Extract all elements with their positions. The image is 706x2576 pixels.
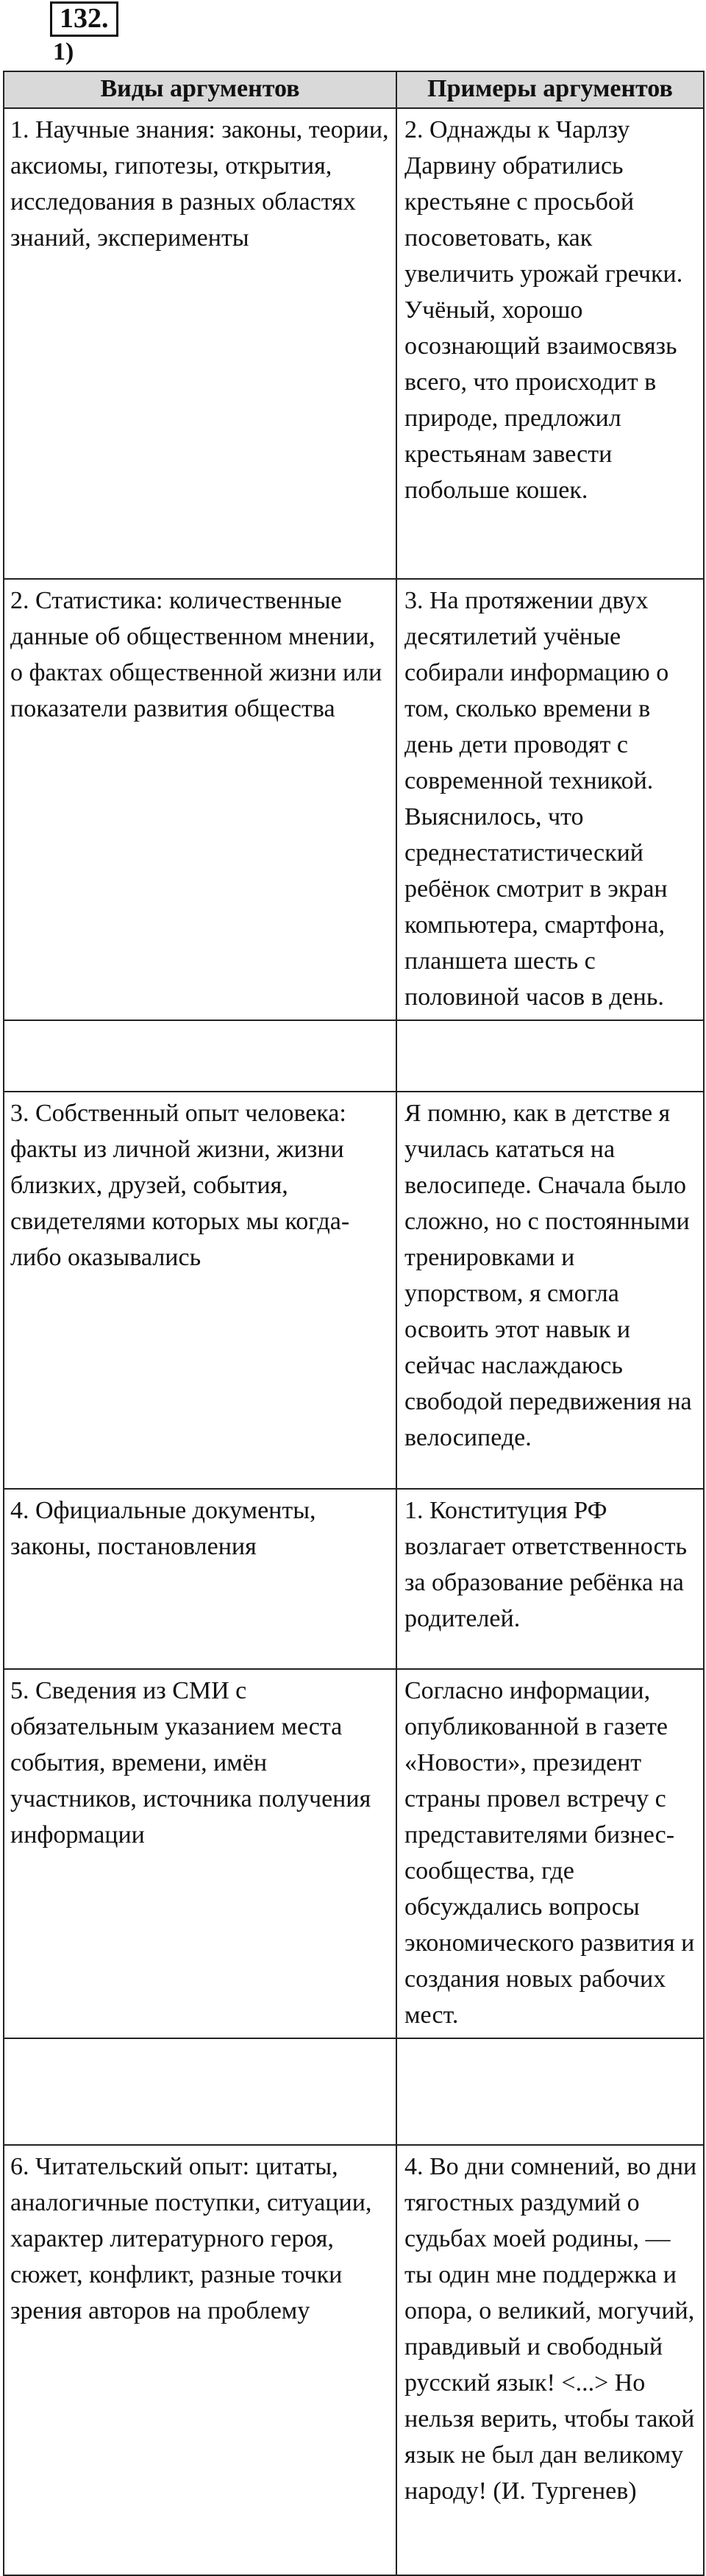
table-row-empty [4, 1020, 704, 1092]
arguments-table [3, 71, 705, 2576]
table-row [4, 1489, 704, 1669]
table-row [4, 1669, 704, 2038]
argument-example-cell: Согласно информации, опубликованной в газете «Новости», президент страны провел встречу с представителями бизнес-сообщества, где обсуждались вопросы экономического развития и создания новых рабочих мест. [396, 1669, 704, 2038]
table-row [4, 579, 704, 1020]
empty-example-cell [396, 1020, 704, 1092]
argument-type-cell: 5. Сведения из СМИ с обязательным указанием места события, времени, имён участников, источника получения информации [4, 1669, 396, 2038]
argument-type-cell: 3. Собственный опыт человека: факты из личной жизни, жизни близких, друзей, события, свидетелями которых мы когда-либо оказывались [4, 1092, 396, 1489]
column-header-types: Виды аргументов [4, 71, 396, 108]
argument-example-cell: 2. Однажды к Чарлзу Дарвину обратились крестьяне с просьбой посоветовать, как увеличить урожай гречки. Учёный, хорошо осознающий взаимосвязь всего, что происходит в природе, предложил крестьянам завести побольше кошек. [396, 108, 704, 579]
table-row [4, 1092, 704, 1489]
argument-example-cell: Я помню, как в детстве я училась кататься на велосипеде. Сначала было сложно, но с постоянными тренировками и упорством, я смогла освоить этот навык и сейчас наслаждаюсь свободой передвижения на велосипеде. [396, 1092, 704, 1489]
argument-type-cell: 2. Статистика: количественные данные об общественном мнении, о фактах общественной жизни или показатели развития общества [4, 579, 396, 1020]
empty-type-cell [4, 2038, 396, 2145]
argument-type-cell: 4. Официальные документы, законы, постановления [4, 1489, 396, 1669]
empty-example-cell [396, 2038, 704, 2145]
column-header-examples: Примеры аргументов [396, 71, 704, 108]
task-header [50, 1, 118, 37]
argument-type-cell: 1. Научные знания: законы, теории, аксиомы, гипотезы, открытия, исследования в разных областях знаний, эксперименты [4, 108, 396, 579]
task-number: 132. [50, 1, 118, 37]
table-header-row [4, 71, 704, 108]
table-row-empty [4, 2038, 704, 2145]
argument-example-cell: 3. На протяжении двух десятилетий учёные собирали информацию о том, сколько времени в день дети проводят с современной техникой. Выяснилось, что среднестатистический ребёнок смотрит в экран компьютера, смартфона, планшета шесть с половиной часов в день. [396, 579, 704, 1020]
argument-example-cell: 1. Конституция РФ возлагает ответственность за образование ребёнка на родителей. [396, 1489, 704, 1669]
subtask-number: 1) [53, 38, 74, 65]
empty-type-cell [4, 1020, 396, 1092]
table-row [4, 2145, 704, 2575]
table-row [4, 108, 704, 579]
argument-type-cell: 6. Читательский опыт: цитаты, аналогичные поступки, ситуации, характер литературного героя, сюжет, конфликт, разные точки зрения авторов на проблему [4, 2145, 396, 2575]
argument-example-cell: 4. Во дни сомнений, во дни тягостных раздумий о судьбах моей родины, — ты один мне поддержка и опора, о великий, могучий, правдивый и свободный русский язык! <...> Но нельзя верить, чтобы такой язык не был дан великому народу! (И. Тургенев) [396, 2145, 704, 2575]
